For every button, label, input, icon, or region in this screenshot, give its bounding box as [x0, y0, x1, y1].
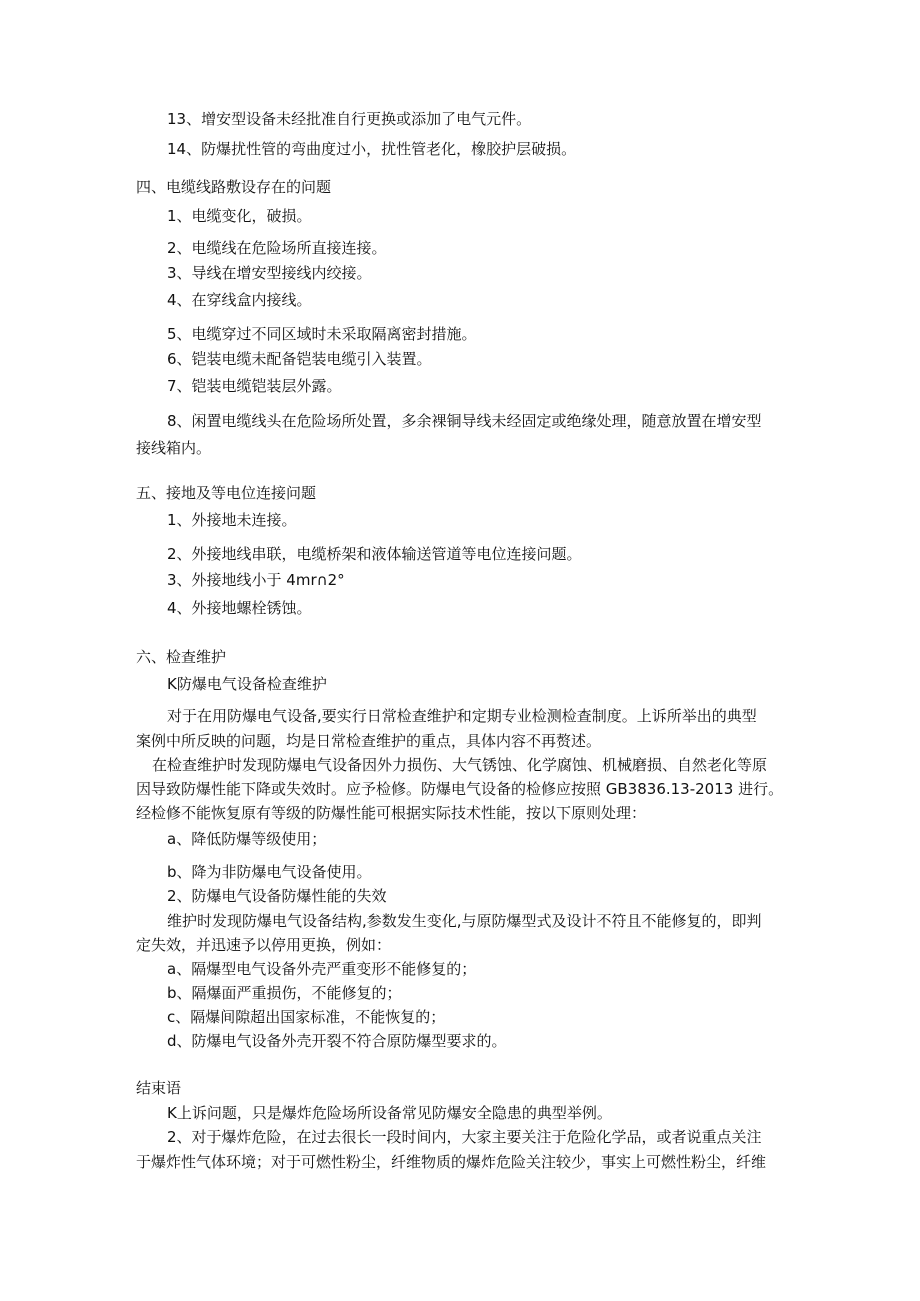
- list-item: c、隔爆间隙超出国家标准，不能恢复的；: [167, 1008, 446, 1026]
- paragraph-line: 对于在用防爆电气设备,要实行日常检查维护和定期专业检测检查制度。上诉所举出的典型: [167, 707, 757, 725]
- list-item: b、降为非防爆电气设备使用。: [167, 863, 372, 881]
- list-item: a、降低防爆等级使用；: [167, 830, 327, 848]
- section-heading: 六、检查维护: [136, 648, 227, 666]
- paragraph-line: 因导致防爆性能下降或失效时。应予检修。防爆电气设备的检修应按照 GB3836.13-2013 进行。: [136, 780, 784, 798]
- list-item: 7、铠装电缆铠装层外露。: [167, 377, 342, 395]
- list-item: 5、电缆穿过不同区域时未采取隔离密封措施。: [167, 325, 477, 343]
- list-item: 3、外接地线小于 4mr∩2°: [167, 571, 345, 589]
- paragraph-line: 在检查维护时发现防爆电气设备因外力损伤、大气锈蚀、化学腐蚀、机械磨损、自然老化等原: [152, 756, 768, 774]
- subsection-heading: K防爆电气设备检查维护: [167, 675, 327, 693]
- paragraph-line: 维护时发现防爆电气设备结构,参数发生变化,与原防爆型式及设计不符且不能修复的，即判: [167, 912, 762, 930]
- paragraph-line: 案例中所反映的问题，均是日常检查维护的重点，具体内容不再赘述。: [136, 732, 602, 750]
- paragraph-line: 于爆炸性气体环境；对于可燃性粉尘，纤维物质的爆炸危险关注较少，事实上可燃性粉尘，纤维: [136, 1153, 767, 1171]
- list-item: 4、在穿线盒内接线。: [167, 291, 312, 309]
- list-item: b、隔爆面严重损伤，不能修复的；: [167, 984, 402, 1002]
- paragraph-line: 2、对于爆炸危险，在过去很长一段时间内，大家主要关注于危险化学品，或者说重点关注: [167, 1128, 762, 1146]
- list-item: 13、增安型设备未经批准自行更换或添加了电气元件。: [167, 110, 532, 128]
- list-item: 6、铠装电缆未配备铠装电缆引入装置。: [167, 350, 432, 368]
- list-item: 4、外接地螺栓锈蚀。: [167, 599, 312, 617]
- section-heading: 结束语: [136, 1079, 182, 1097]
- section-heading: 五、接地及等电位连接问题: [136, 484, 317, 502]
- paragraph-line: 定失效，并迅速予以停用更换，例如：: [136, 936, 392, 954]
- subsection-heading: 2、防爆电气设备防爆性能的失效: [167, 887, 387, 905]
- list-item: d、防爆电气设备外壳开裂不符合原防爆型要求的。: [167, 1032, 507, 1050]
- list-item-continuation: 接线箱内。: [136, 439, 212, 457]
- list-item: 2、电缆线在危险场所直接连接。: [167, 239, 387, 257]
- list-item: 1、电缆变化，破损。: [167, 207, 312, 225]
- paragraph-line: 经检修不能恢复原有等级的防爆性能可根据实际技术性能，按以下原则处理：: [136, 804, 647, 822]
- section-heading: 四、电缆线路敷设存在的问题: [136, 178, 332, 196]
- paragraph-line: K上诉问题，只是爆炸危险场所设备常见防爆安全隐患的典型举例。: [167, 1104, 612, 1122]
- list-item: 1、外接地未连接。: [167, 511, 297, 529]
- list-item: 3、导线在增安型接线内绞接。: [167, 264, 372, 282]
- list-item: 14、防爆扰性管的弯曲度过小，扰性管老化，橡胶护层破损。: [167, 140, 577, 158]
- list-item: 8、闲置电缆线头在危险场所处置，多余裸铜导线未经固定或绝缘处理，随意放置在增安型: [167, 412, 762, 430]
- list-item: a、隔爆型电气设备外壳严重变形不能修复的；: [167, 960, 477, 978]
- list-item: 2、外接地线串联，电缆桥架和液体输送管道等电位连接问题。: [167, 545, 582, 563]
